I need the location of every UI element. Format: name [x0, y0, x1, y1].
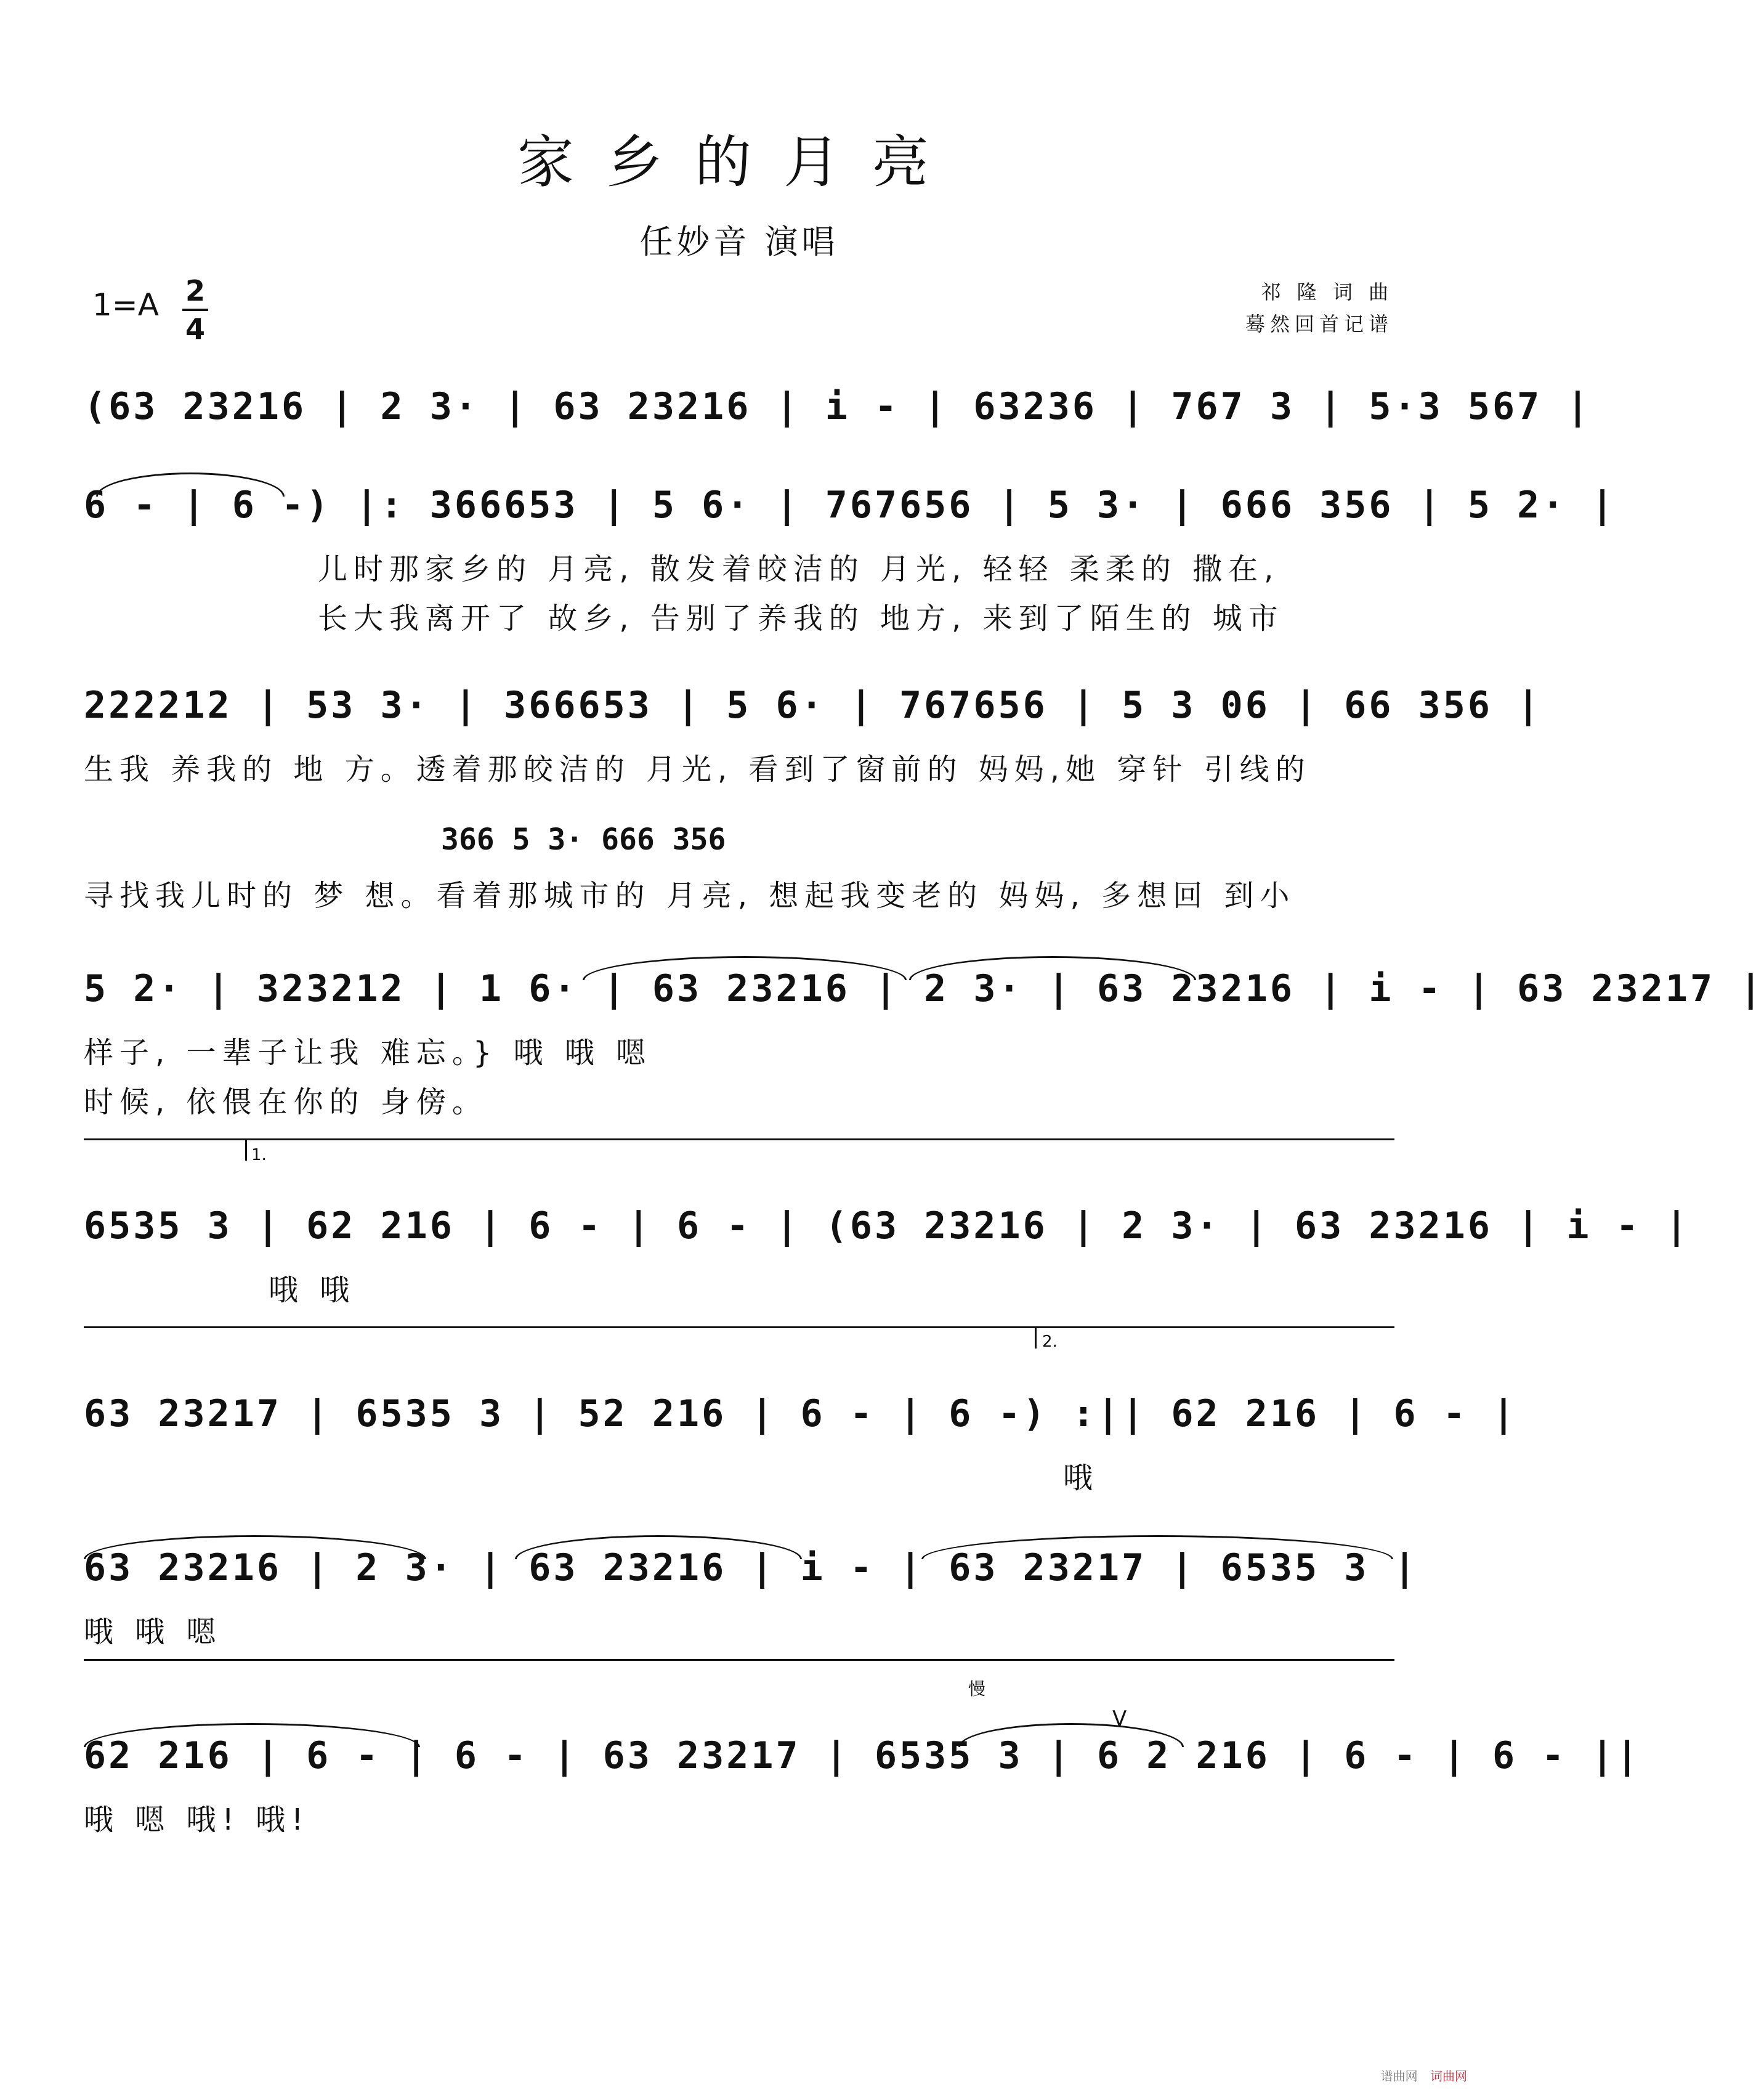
breath-mark: V [1112, 1706, 1127, 1731]
watermark-left: 谱曲网 [1380, 2069, 1418, 2083]
tempo-marking: 慢 [968, 1679, 986, 1699]
notation-line: 222212 | 53 3· | 366653 | 5 6· | 767656 | 5 3 06 | 66 356 | [84, 684, 1542, 727]
page-title: 家乡的月亮 [517, 129, 961, 195]
notation-line: 5 2· | 323212 | 1 6· | 63 23216 | 2 3· | 63 23216 | i - | 63 23217 | [84, 967, 1764, 1010]
lyric-verse-2: 长大我离开了 故乡, 告别了养我的 地方, 来到了陌生的 城市 [318, 601, 1284, 636]
notation-line: 63 23216 | 2 3· | 63 23216 | i - | 63 23217 | 6535 3 | [84, 1546, 1418, 1589]
notation-line: 62 216 | 6 - | 6 - | 63 23217 | 6535 3 | 6 2 216 | 6 - | 6 - || [84, 1734, 1641, 1777]
notation-line: 63 23217 | 6535 3 | 52 216 | 6 - | 6 -) :|| 62 216 | 6 - | [84, 1392, 1518, 1435]
time-signature [182, 274, 208, 346]
transcriber: 蓦然回首记谱 [1245, 312, 1393, 336]
site-watermark [1381, 2066, 1467, 2084]
volta-2-bracket [1035, 1326, 1037, 1349]
lyric-verse-1: 生我 养我的 地 方。透着那皎洁的 月光, 看到了窗前的 妈妈,她 穿针 引线的 [84, 752, 1311, 787]
volta-1-bracket [245, 1138, 247, 1161]
notation-line: 6535 3 | 62 216 | 6 - | 6 - | (63 23216 | 2 3· | 63 23216 | i - | [84, 1204, 1690, 1247]
lyric-verse-1: 儿时那家乡的 月亮, 散发着皎洁的 月光, 轻轻 柔柔的 撒在, [318, 552, 1280, 586]
volta-2-label: 2. [1042, 1332, 1058, 1351]
notation-line: (63 23216 | 2 3· | 63 23216 | i - | 63236 | 767 3 | 5·3 567 | [84, 385, 1592, 428]
meter-divider [182, 309, 208, 311]
watermark-right: 词曲网 [1430, 2069, 1467, 2083]
meter-top: 2 [185, 274, 205, 307]
meter-bottom: 4 [185, 312, 205, 346]
volta-1-line [84, 1138, 1394, 1140]
lyric-line: 哦 [1063, 1461, 1099, 1495]
notation-line: 6 - | 6 -) |: 366653 | 5 6· | 767656 | 5 3· | 666 356 | 5 2· | [84, 484, 1616, 527]
performer-subtitle: 任妙音 演唱 [639, 222, 839, 261]
volta-1-label: 1. [251, 1146, 267, 1164]
lyric-line: 哦 嗯 哦! 哦! [84, 1803, 310, 1837]
volta-2-line [84, 1326, 1394, 1328]
lyric-verse-2: 时候, 依偎在你的 身傍。 [84, 1085, 488, 1119]
lyric-verse-1: 样子, 一辈子让我 难忘。} 哦 哦 嗯 [84, 1036, 652, 1070]
lyricist-composer: 祁 隆 词 曲 [1261, 280, 1393, 304]
notation-line-alt: 366 5 3· 666 356 [441, 822, 726, 857]
lyric-line: 哦 哦 嗯 [84, 1615, 222, 1649]
lyric-line: 哦 哦 [269, 1273, 356, 1307]
lyric-verse-2: 寻找我儿时的 梦 想。看着那城市的 月亮, 想起我变老的 妈妈, 多想回 到小 [84, 878, 1296, 913]
key-signature: 1=A [92, 287, 159, 323]
closing-bracket-line [84, 1659, 1394, 1661]
credits [1245, 276, 1393, 340]
